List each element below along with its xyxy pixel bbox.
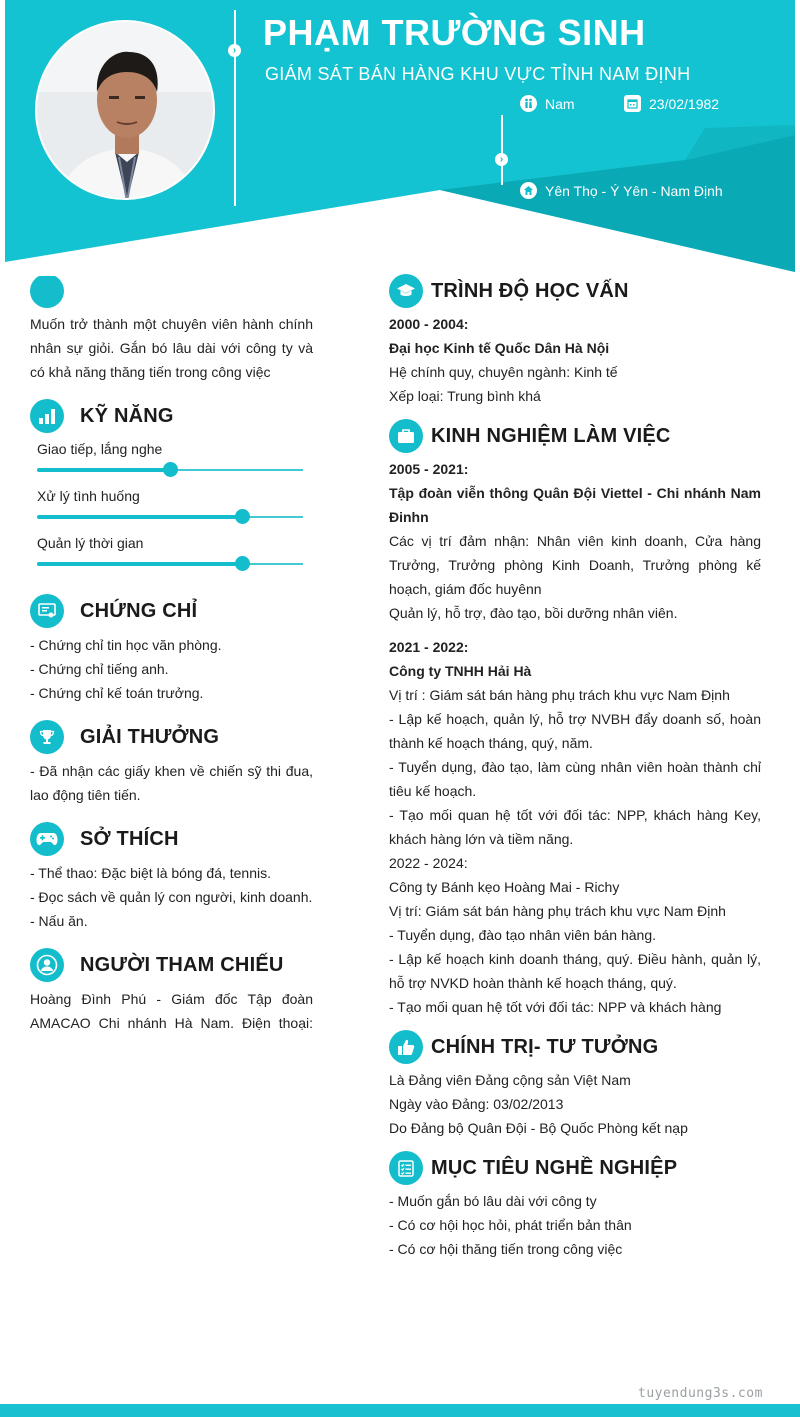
address-value: Yên Thọ - Ý Yên - Nam Định [545, 182, 723, 199]
job-description: Các vị trí đảm nhận: Nhân viên kinh doanh, Cửa hàng Trưởng, Trưởng phòng Kinh Doanh, Trưởng phòng kế hoạch, giám đốc huyênn [389, 533, 761, 597]
hobbies-list [30, 861, 315, 933]
skill-label: Quản lý thời gian [37, 535, 144, 551]
timeline-dot-2: › [495, 153, 508, 166]
references-title: NGƯỜI THAM CHIẾU [80, 953, 284, 976]
watermark: tuyendung3s.com [638, 1386, 763, 1401]
skill-fill [37, 515, 242, 519]
objective-text: Muốn trở thành một chuyên viên hành chính nhân sự giỏi. Gắn bó lâu dài với công ty và có khả năng thăng tiến trong công việc [30, 316, 313, 380]
list-item: - Tuyển dụng, đào tạo, làm cùng nhân viên hoàn thành chỉ tiêu kế hoạch. [389, 759, 761, 799]
timeline-dot: › [228, 44, 241, 57]
job-period: 2005 - 2021: [389, 461, 469, 477]
section-cover [0, 262, 340, 276]
career-goals-title: MỤC TIÊU NGHỀ NGHIỆP [431, 1156, 678, 1179]
timeline-line-2 [501, 115, 503, 185]
list-item: - Muốn gắn bó lâu dài với công ty [389, 1193, 597, 1209]
list-item: - Có cơ hội học hỏi, phát triển bản thân [389, 1217, 632, 1233]
timeline-line [234, 10, 236, 206]
gender-icon [520, 95, 537, 112]
career-goals-head [389, 1151, 677, 1185]
career-goals-body [389, 1189, 761, 1261]
politics-body [389, 1068, 761, 1140]
job-role: Vị trí : Giám sát bán hàng phụ trách khu vực Nam Định [389, 687, 730, 703]
education-period: 2000 - 2004: [389, 316, 469, 332]
trophy-icon [30, 720, 64, 754]
checklist-icon [389, 1151, 423, 1185]
experience-title: KINH NGHIỆM LÀM VIỆC [431, 424, 671, 447]
address-info [520, 182, 723, 199]
cv-header [0, 0, 800, 280]
gamepad-icon [30, 822, 64, 856]
list-item: - Tuyển dụng, đào tạo nhân viên bán hàng. [389, 927, 656, 943]
list-item: - Thể thao: Đặc biệt là bóng đá, tennis. [30, 865, 272, 881]
certificates-list [30, 633, 315, 705]
calendar-icon [624, 95, 641, 112]
references-text: Hoàng Đình Phú - Giám đốc Tập đoàn AMACAO Chi nhánh Hà Nam. Điện thoại: [30, 991, 313, 1031]
list-item: - Tạo mối quan hệ tốt với đối tác: NPP, khách hàng Key, khách hàng lớn và tiềm năng. [389, 807, 761, 847]
skill-level-knob [235, 556, 250, 571]
job-company: Tập đoàn viễn thông Quân Đội Viettel - Chi nhánh Nam Đinhn [389, 485, 761, 525]
job-period: 2021 - 2022: [389, 639, 469, 655]
awards-text: - Đã nhận các giấy khen về chiến sỹ thi đua, lao động tiên tiến. [30, 763, 313, 803]
avatar [35, 20, 215, 200]
hobbies-head [30, 822, 179, 856]
bar-chart-icon [30, 399, 64, 433]
list-item: Xếp loại: Trung bình khá [389, 388, 541, 404]
gender-value: Nam [545, 95, 575, 112]
skills-head [30, 399, 174, 433]
birthday-value: 23/02/1982 [649, 95, 720, 112]
certificates-head [30, 594, 197, 628]
education-school: Đại học Kinh tế Quốc Dân Hà Nội [389, 340, 610, 356]
skills-title: KỸ NĂNG [80, 404, 174, 427]
thumbs-up-icon [389, 1030, 423, 1064]
list-item: Ngày vào Đảng: 03/02/2013 [389, 1096, 564, 1112]
certificate-icon [30, 594, 64, 628]
job-description: Quản lý, hỗ trợ, đào tạo, bồi dưỡng nhân viên. [389, 605, 678, 621]
job-title: GIÁM SÁT BÁN HÀNG KHU VỰC TỈNH NAM ĐỊNH [265, 64, 691, 84]
education-head [389, 274, 629, 308]
graduation-cap-icon [389, 274, 423, 308]
list-item: - Chứng chỉ tiếng anh. [30, 661, 169, 677]
skill-fill [37, 468, 170, 472]
skill-level-knob [235, 509, 250, 524]
home-icon [520, 182, 537, 199]
awards-title: GIẢI THƯỞNG [80, 725, 220, 748]
skill-label: Giao tiếp, lắng nghe [37, 441, 163, 457]
experience-body [389, 457, 761, 1019]
skill-fill [37, 562, 242, 566]
list-item: - Đọc sách về quản lý con người, kinh doanh. [30, 889, 313, 905]
bottom-bar [0, 1404, 800, 1417]
politics-title: CHÍNH TRỊ- TƯ TƯỞNG [431, 1035, 659, 1058]
list-item: Là Đảng viên Đảng cộng sản Việt Nam [389, 1072, 631, 1088]
job-period: 2022 - 2024: [389, 855, 468, 871]
user-icon [30, 948, 64, 982]
politics-head [389, 1030, 658, 1064]
target-icon [30, 274, 64, 308]
list-item: - Có cơ hội thăng tiến trong công việc [389, 1241, 623, 1257]
list-item: Hệ chính quy, chuyên ngành: Kinh tế [389, 364, 618, 380]
briefcase-icon [389, 419, 423, 453]
list-item: Do Đảng bộ Quân Đội - Bộ Quốc Phòng kết nạp [389, 1120, 688, 1136]
skill-level-knob [163, 462, 178, 477]
references-head [30, 948, 284, 982]
candidate-name: PHẠM TRƯỜNG SINH [263, 12, 646, 53]
hobbies-title: SỞ THÍCH [80, 827, 179, 850]
list-item: - Lập kế hoạch, quản lý, hỗ trợ NVBH đẩy doanh số, hoàn thành kế hoạch tháng, quý, năm. [389, 711, 761, 751]
list-item: - Lập kế hoạch kinh doanh tháng, quý. Điều hành, quản lý, hỗ trợ NVKD hoàn thành kế hoạch tháng, quý. [389, 951, 761, 991]
job-company: Công ty Bánh kẹo Hoàng Mai - Richy [389, 879, 620, 895]
awards-head [30, 720, 219, 754]
list-item: - Chứng chỉ kế toán trưởng. [30, 685, 204, 701]
objective-head [30, 274, 64, 308]
job-company: Công ty TNHH Hải Hà [389, 663, 532, 679]
skill-label: Xử lý tình huống [37, 488, 140, 504]
list-item: - Tạo mối quan hệ tốt với đối tác: NPP và khách hàng [389, 999, 722, 1015]
list-item: - Chứng chỉ tin học văn phòng. [30, 637, 222, 653]
gender-info [520, 95, 575, 112]
experience-head [389, 419, 671, 453]
education-title: TRÌNH ĐỘ HỌC VẤN [431, 279, 629, 302]
certificates-title: CHỨNG CHỈ [80, 599, 198, 622]
list-item: - Nấu ăn. [30, 913, 88, 929]
birthday-info [624, 95, 719, 112]
job-role: Vị trí: Giám sát bán hàng phụ trách khu vực Nam Định [389, 903, 726, 919]
education-body [389, 312, 761, 408]
